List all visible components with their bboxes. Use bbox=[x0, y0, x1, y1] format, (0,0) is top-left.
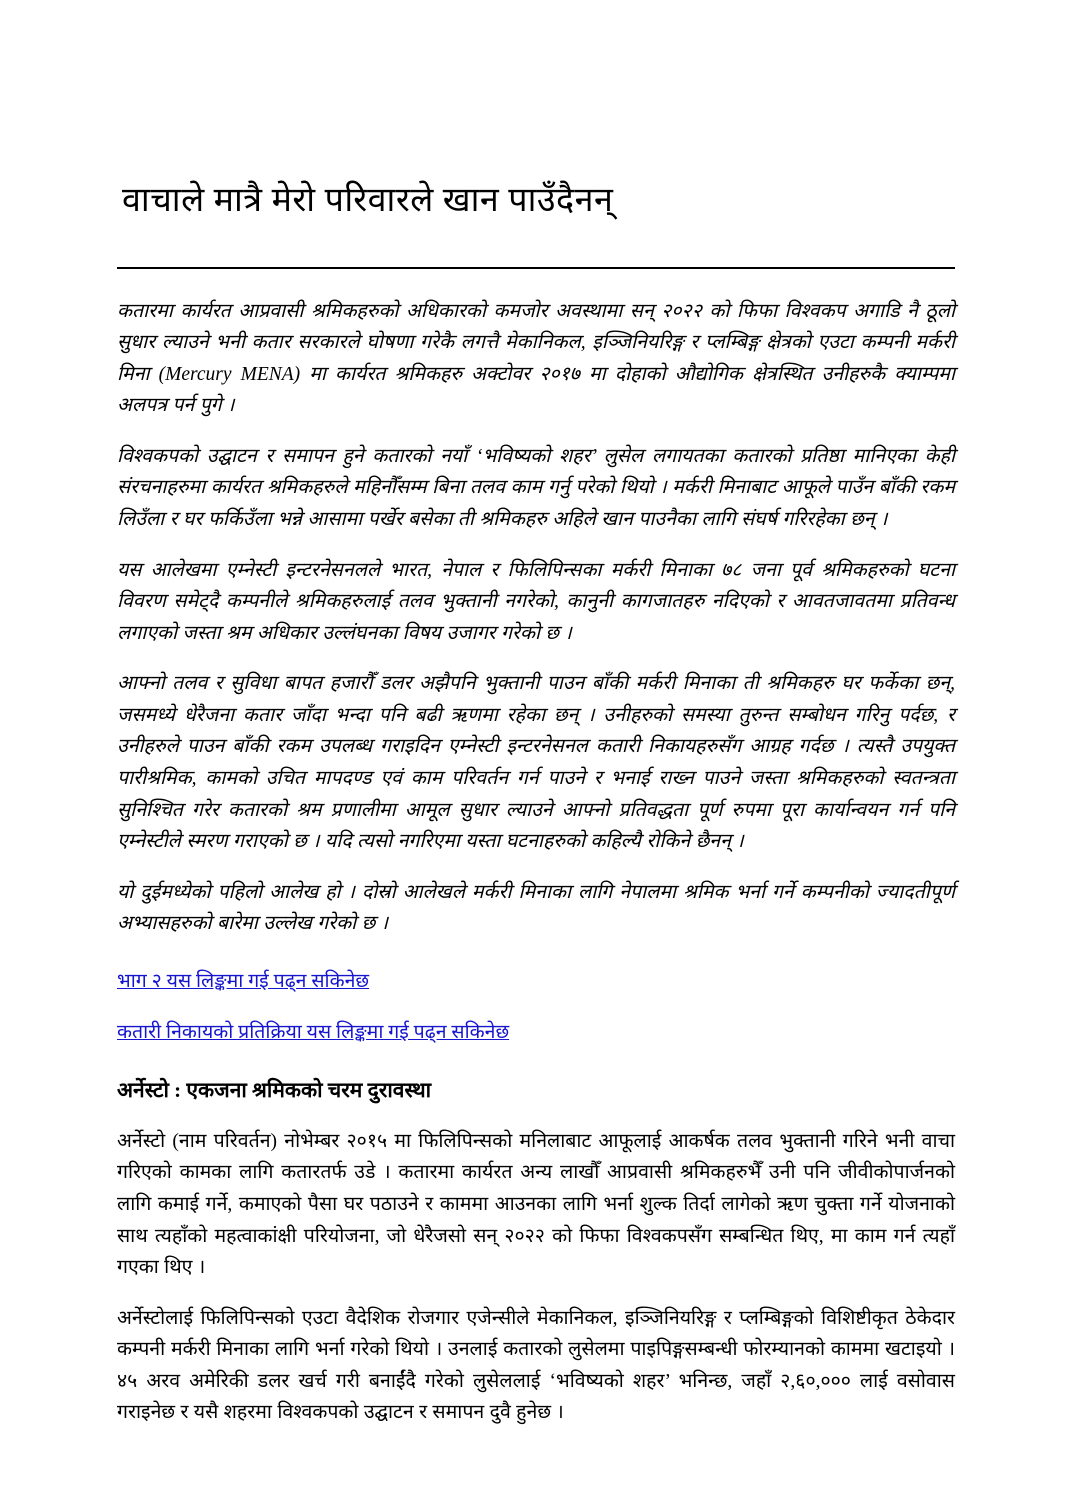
page-title: वाचाले मात्रै मेरो परिवारले खान पाउँदैनन् bbox=[122, 182, 614, 219]
link-part-two[interactable]: भाग २ यस लिङ्कमा गई पढ्न सकिनेछ bbox=[117, 970, 370, 992]
body-paragraph-6: अर्नेस्टो (नाम परिवर्तन) नोभेम्बर २०१५ मा फिलिपिन्सको मनिलाबाट आफूलाई आकर्षक तलव भुक्तानी गरिने भनी वाचा गरिएको कामका लागि कतारतर्फ उडे । कतारमा कार्यरत अन्य लाखौँ आप्रवासी श्रमिकहरुभैँ उनी पनि जीवीकोपार्जनको लागि कमाई गर्ने, कमाएको पैसा घर पठाउने र काममा आउनका लागि भर्ना शुल्क तिर्दा लागेको ऋण चुक्ता गर्ने योजनाको साथ त्यहाँको महत्वाकांक्षी परियोजना, जो धेरैजसो सन् २०२२ को फिफा विश्वकपसँग सम्बन्धित थिए, मा काम गर्न त्यहाँ गएका थिए । bbox=[117, 1130, 955, 1279]
link-row-part-two bbox=[117, 967, 955, 996]
body-paragraph-3: यस आलेखमा एम्नेस्टी इन्टरनेसनलले भारत, नेपाल र फिलिपिन्सका मर्करी मिनाका ७८ जना पूर्व श्रमिकहरुको घटना विवरण समेट्दै कम्पनीले श्रमिकहरुलाई तलव भुक्तानी नगरेको, कानुनी कागजातहरु नदिएको र आवतजावतमा प्रतिवन्ध लगाएको जस्ता श्रम अधिकार उल्लंघनका विषय उजागर गरेको छ । bbox=[117, 559, 955, 644]
link-spacer bbox=[117, 959, 955, 967]
section-subheading: अर्नेस्टो : एकजना श्रमिकको चरम दुरावस्था bbox=[117, 1078, 432, 1103]
document-content bbox=[117, 180, 955, 1448]
link-qatari-response[interactable]: कतारी निकायको प्रतिक्रिया यस लिङ्कमा गई पढ्न सकिनेछ bbox=[117, 1022, 510, 1044]
title-divider bbox=[117, 267, 955, 269]
body-paragraph-7: अर्नेस्टोलाई फिलिपिन्सको एउटा वैदेशिक रोजगार एजेन्सीले मेकानिकल, इञ्जिनियरिङ्ग र प्लम्बिङ्गको विशिष्टीकृत ठेकेदार कम्पनी मर्करी मिनाका लागि भर्ना गरेको थियो । उनलाई कतारको लुसेलमा पाइपिङ्गसम्बन्धी फोरम्यानको काममा खटाइयो । ४५ अरव अमेरिकी डलर खर्च गरी बनाईंदै गरेको लुसेललाई ‘भविष्यको शहर’ भनिन्छ, जहाँ २,६०,००० लाई वसोवास गराइनेछ र यसै शहरमा विश्वकपको उद्घाटन र समापन दुवै हुनेछ । bbox=[117, 1307, 955, 1424]
body-paragraph-1: कतारमा कार्यरत आप्रवासी श्रमिकहरुको अधिकारको कमजोर अवस्थामा सन् २०२२ को फिफा विश्वकप अगाडि नै ठूलो सुधार ल्याउने भनी कतार सरकारले घोषणा गरेकै लगत्तै मेकानिकल, इञ्जिनियरिङ्ग र प्लम्बिङ्ग क्षेत्रको एउटा कम्पनी मर्करी मिना (Mercury MENA) मा कार्यरत श्रमिकहरु अक्टोवर २०१७ मा दोहाको औद्योगिक क्षेत्रस्थित उनीहरुकै क्याम्पमा अलपत्र पर्न पुगे । bbox=[117, 300, 955, 417]
link-row-qatari-response bbox=[117, 1018, 955, 1047]
body-paragraph-5: यो दुईमध्येको पहिलो आलेख हो । दोस्रो आलेखले मर्करी मिनाका लागि नेपालमा श्रमिक भर्ना गर्ने कम्पनीको ज्यादतीपूर्ण अभ्यासहरुको बारेमा उल्लेख गरेको छ । bbox=[117, 881, 955, 935]
body-paragraph-4: आफ्नो तलव र सुविधा बापत हजारौँ डलर अझैपनि भुक्तानी पाउन बाँकी मर्करी मिनाका ती श्रमिकहरु घर फर्केका छन्, जसमध्ये धेरैजना कतार जाँदा भन्दा पनि बढी ऋणमा रहेका छन् । उनीहरुको समस्या तुरुन्त सम्बोधन गरिनु पर्दछ, र उनीहरुले पाउन बाँकी रकम उपलब्ध गराइदिन एम्नेस्टी इन्टरनेसनल कतारी निकायहरुसँग आग्रह गर्दछ । त्यस्तै उपयुक्त पारीश्रमिक, कामको उचित मापदण्ड एवं काम परिवर्तन गर्न पाउने र भनाई राख्न पाउने जस्ता श्रमिकहरुको स्वतन्त्रता सुनिश्चित गरेर कतारको श्रम प्रणालीमा आमूल सुधार ल्याउने आफ्नो प्रतिवद्धता पूर्ण रुपमा पूरा कार्यान्वयन गर्न पनि एम्नेस्टीले स्मरण गराएको छ । यदि त्यसो नगरिएमा यस्ता घटनाहरुको कहिल्यै रोकिने छैनन् । bbox=[117, 673, 955, 853]
body-paragraph-2: विश्वकपको उद्घाटन र समापन हुने कतारको नयाँ ‘भविष्यको शहर’ लुसेल लगायतका कतारको प्रतिष्ठा मानिएका केही संरचनाहरुमा कार्यरत श्रमिकहरुले महिनौँसम्म बिना तलव काम गर्नु परेको थियो । मर्करी मिनाबाट आफूले पाउँन बाँकी रकम लिउँला र घर फर्किउँला भन्ने आसामा पर्खेर बसेका ती श्रमिकहरु अहिले खान पाउनैका लागि संघर्ष गरिरहेका छन् । bbox=[117, 445, 955, 530]
